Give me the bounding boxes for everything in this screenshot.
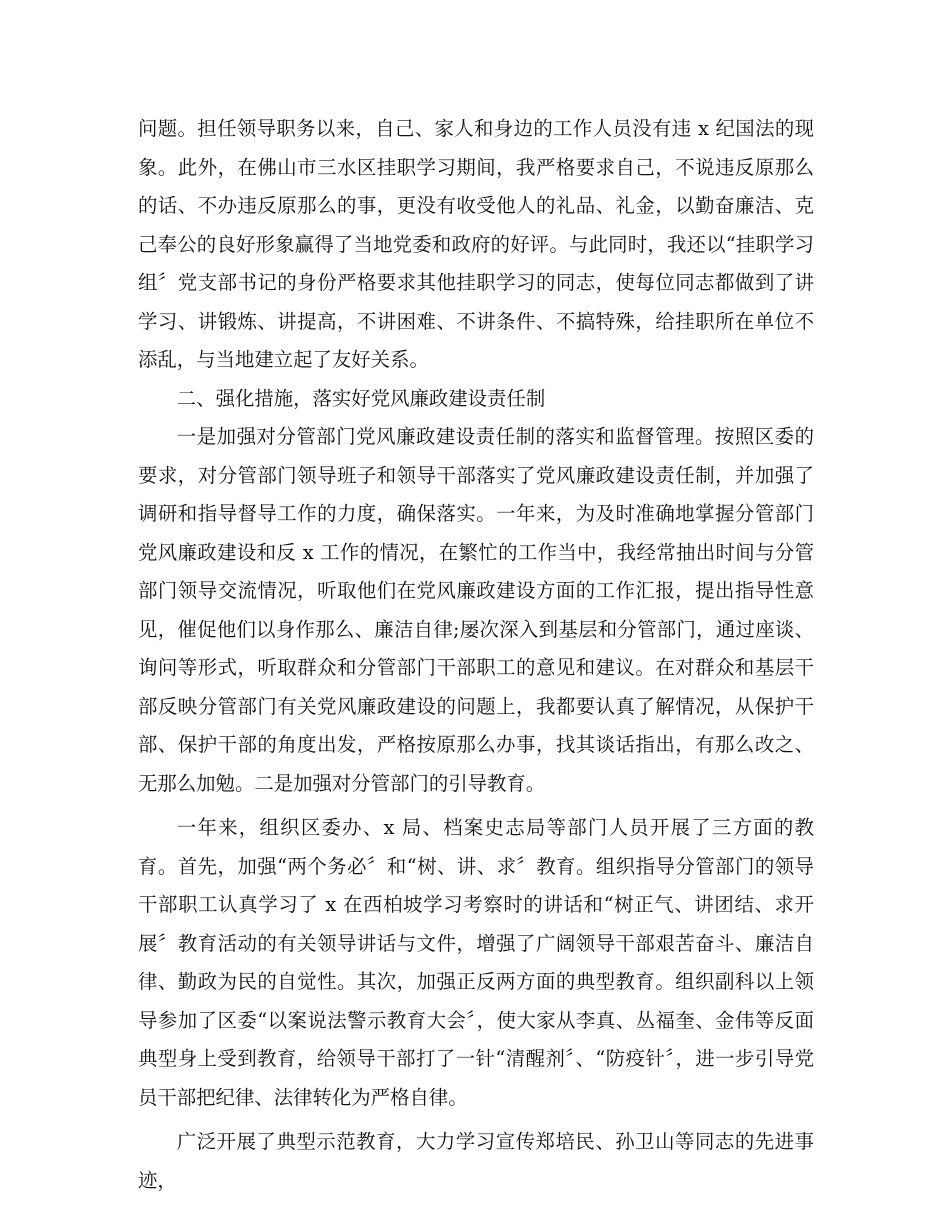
- paragraph-2: 一是加强对分管部门党风廉政建设责任制的落实和监督管理。按照区委的要求，对分管部门领导班子和领导干部落实了党风廉政建设责任制，并加强了调研和指导督导工作的力度，确保落实。一年来，为及时准确地掌握分管部门党风廉政建设和反 x 工作的情况，在繁忙的工作当中，我经常抽出时间与分管部门领导交流情况，听取他们在党风廉政建设方面的工作汇报，提出指导性意见，催促他们以身作那么、廉洁自律;屡次深入到基层和分管部门，通过座谈、询问等形式，听取群众和分管部门干部职工的意见和建议。在对群众和基层干部反映分管部门有关党风廉政建设的问题上，我都要认真了解情况，从保护干部、保护干部的角度出发，严格按原那么办事，找其谈话指出，有那么改之、无那么加勉。二是加强对分管部门的引导教育。: [138, 425, 814, 795]
- document-page: [138, 110, 814, 1200]
- section-heading: 二、强化措施，落实好党风廉政建设责任制: [176, 386, 546, 410]
- paragraph-1: 问题。担任领导职务以来，自己、家人和身边的工作人员没有违 x 纪国法的现象。此外，在佛山市三水区挂职学习期间，我严格要求自己，不说违反原那么的话、不办违反原那么的事，更没有收受他人的礼品、礼金，以勤奋廉洁、克己奉公的良好形象赢得了当地党委和政府的好评。与此同时，我还以“挂职学习组〞党支部书记的身份严格要求其他挂职学习的同志，使每位同志都做到了讲学习、讲锻炼、讲提高，不讲困难、不讲条件、不搞特殊，给挂职所在单位不添乱，与当地建立起了友好关系。: [138, 117, 814, 371]
- paragraph-4: 广泛开展了典型示范教育，大力学习宣传郑培民、孙卫山等同志的先进事迹，: [138, 1130, 814, 1192]
- paragraph-3: 一年来，组织区委办、x 局、档案史志局等部门人员开展了三方面的教育。首先，加强“两个务必〞和“树、讲、求〞教育。组织指导分管部门的领导干部职工认真学习了 x 在西柏坡学习考察时的讲话和“树正气、讲团结、求开展〞教育活动的有关领导讲话与文件，增强了广阔领导干部艰苦奋斗、廉洁自律、勤政为民的自觉性。其次，加强正反两方面的典型教育。组织副科以上领导参加了区委“以案说法警示教育大会〞，使大家从李真、丛福奎、金伟等反面典型身上受到教育，给领导干部打了一针“清醒剂〞、“防疫针〞，进一步引导党员干部把纪律、法律转化为严格自律。: [138, 816, 814, 1109]
